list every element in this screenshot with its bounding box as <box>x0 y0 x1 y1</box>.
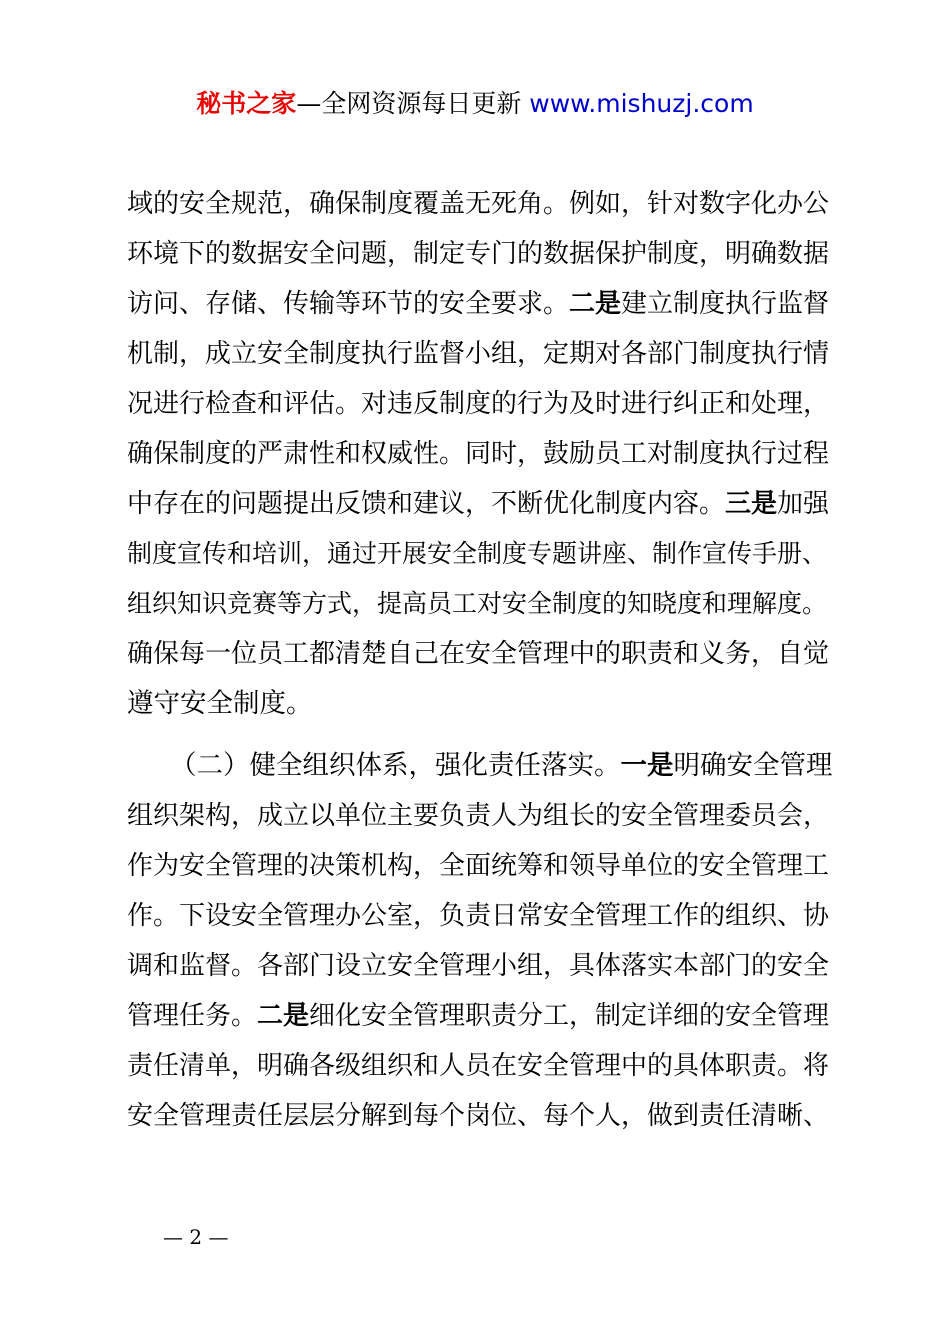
text-line: 调和监督。各部门设立安全管理小组，具体落实本部门的安全 <box>127 951 830 981</box>
text-line: 组织知识竞赛等方式，提高员工对安全制度的知晓度和理解度。 <box>127 589 828 618</box>
text-line: 作。下设安全管理办公室，负责日常安全管理工作的组织、协 <box>127 901 830 931</box>
site-header <box>0 86 950 122</box>
text-line: 组织架构，成立以单位主要负责人为组长的安全管理委员会， <box>127 801 830 831</box>
header-tagline: —全网资源每日更新 <box>296 89 530 118</box>
brand-name: 秘书之家 <box>196 89 297 118</box>
text-line: 中存在的问题提出反馈和建议，不断优化制度内容。三是加强 <box>127 489 830 519</box>
text-line: 访问、存储、传输等环节的安全要求。二是建立制度执行监督 <box>127 289 830 319</box>
text-line: 确保每一位员工都清楚自己在安全管理中的职责和义务，自觉 <box>127 639 830 669</box>
text-line: 作为安全管理的决策机构，全面统筹和领导单位的安全管理工 <box>127 851 830 881</box>
text-line: 责任清单，明确各级组织和人员在安全管理中的具体职责。将 <box>127 1051 830 1081</box>
text-line: 环境下的数据安全问题，制定专门的数据保护制度，明确数据 <box>127 239 830 269</box>
site-url-link[interactable]: www.mishuzj.com <box>529 89 754 118</box>
text-line: 制度宣传和培训，通过开展安全制度专题讲座、制作宣传手册、 <box>127 539 828 568</box>
text-line: 机制，成立安全制度执行监督小组，定期对各部门制度执行情 <box>127 339 830 369</box>
text-line: 管理任务。二是细化安全管理职责分工，制定详细的安全管理 <box>127 1001 830 1031</box>
text-line: 域的安全规范，确保制度覆盖无死角。例如，针对数字化办公 <box>127 189 830 219</box>
text-line: 安全管理责任层层分解到每个岗位、每个人，做到责任清晰、 <box>127 1101 830 1131</box>
text-line: 确保制度的严肃性和权威性。同时，鼓励员工对制度执行过程 <box>127 439 830 469</box>
text-line: 况进行检查和评估。对违反制度的行为及时进行纠正和处理， <box>127 389 830 419</box>
page-number: — 2 — <box>163 1225 229 1249</box>
text-line: 遵守安全制度。 <box>127 688 313 719</box>
section-heading-line: （二）健全组织体系，强化责任落实。一是明确安全管理 <box>170 750 833 781</box>
